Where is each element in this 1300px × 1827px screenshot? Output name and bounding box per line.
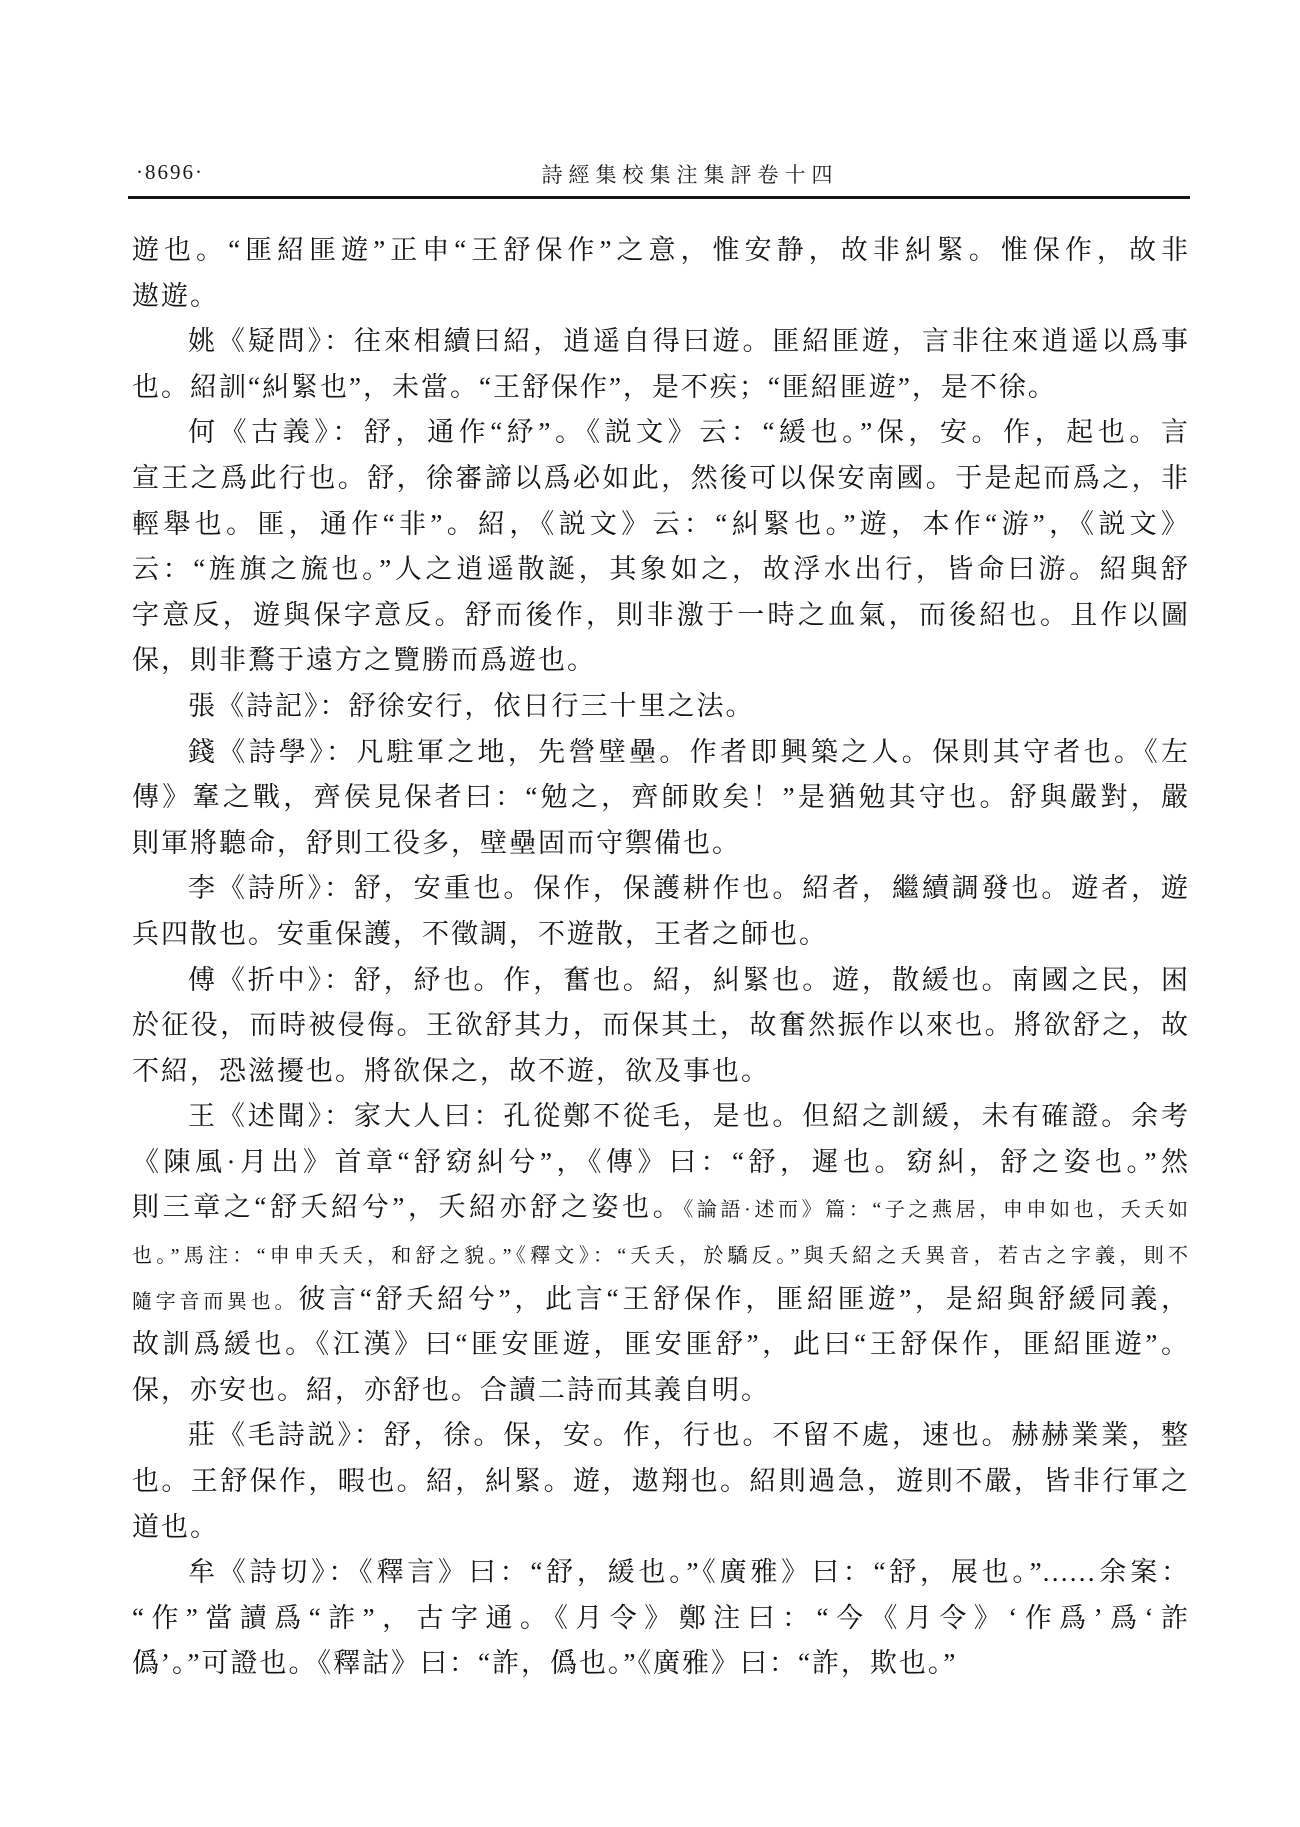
text-segment: 《論語·述而》篇：“子之燕居，申申如也，夭夭如 — [683, 1199, 1189, 1222]
text-segment: 字意反，遊與保字意反。舒而後作，則非激于一時之血氣，而後紹也。且作以圖 — [132, 599, 1188, 630]
text-segment: 傳》鞌之戰，齊侯見保者曰：“勉之，齊師敗矣！”是猶勉其守也。舒與嚴對，嚴 — [132, 782, 1188, 813]
text-line — [132, 1049, 1188, 1095]
text-segment: 《陳風·月出》首章“舒窈糾兮”，《傳》曰：“舒，遲也。窈糾，舒之姿也。”然 — [132, 1146, 1188, 1177]
text-segment: 保，亦安也。紹，亦舒也。合讀二詩而其義自明。 — [132, 1374, 770, 1405]
text-segment: 遨遊。 — [132, 280, 219, 311]
text-line — [132, 684, 1188, 730]
text-line — [132, 821, 1188, 867]
text-segment: 也。”馬注：“申申夭夭，和舒之貌。”《釋文》：“夭夭，於驕反。”與夭紹之夭異音，若古之字義，則不 — [132, 1245, 1188, 1268]
text-line — [132, 1140, 1188, 1186]
text-line — [132, 456, 1188, 502]
text-line — [132, 502, 1188, 548]
text-line — [132, 547, 1188, 593]
text-line — [132, 1505, 1188, 1551]
text-line — [132, 1277, 1188, 1323]
text-segment: 王《述聞》：家大人曰：孔從鄭不從毛，是也。但紹之訓緩，未有確證。余考 — [188, 1101, 1188, 1132]
text-line — [132, 1550, 1188, 1596]
text-line — [132, 958, 1188, 1004]
text-segment: 張《詩記》：舒徐安行，依日行三十里之法。 — [188, 690, 755, 721]
text-line — [132, 1641, 1188, 1687]
text-line — [132, 1413, 1188, 1459]
running-title: 詩經集校集注集評卷十四 — [541, 163, 839, 187]
text-segment: “作”當讀爲“詐”，古字通。《月令》鄭注曰：“今《月令》‘作爲’爲‘詐 — [132, 1602, 1188, 1633]
text-segment: 輕舉也。匪，通作“非”。紹，《説文》云：“糾緊也。”遊，本作“游”，《説文》 — [132, 508, 1188, 539]
text-segment: 也。紹訓“糾緊也”，未當。“王舒保作”，是不疾；“匪紹匪遊”，是不徐。 — [132, 371, 1057, 402]
text-segment: 云：“旌旗之旒也。”人之逍遥散誕，其象如之，故浮水出行，皆命曰游。紹與舒 — [132, 554, 1188, 585]
text-segment: 於征役，而時被侵侮。王欲舒其力，而保其土，故奮然振作以來也。將欲舒之，故 — [132, 1010, 1188, 1041]
text-line — [132, 1368, 1188, 1414]
text-segment: 遊也。“匪紹匪遊”正申“王舒保作”之意，惟安静，故非糾緊。惟保作，故非 — [132, 235, 1188, 265]
text-segment: 僞’。”可證也。《釋詁》曰：“詐，僞也。”《廣雅》曰：“詐，欺也。” — [132, 1648, 958, 1679]
text-line — [132, 775, 1188, 821]
text-line — [132, 866, 1188, 912]
text-line — [132, 1094, 1188, 1140]
text-line — [132, 1003, 1188, 1049]
text-segment: 則軍將聽命，舒則工役多，壁壘固而守禦備也。 — [132, 827, 741, 858]
text-line — [132, 274, 1188, 320]
text-segment: 李《詩所》：舒，安重也。保作，保護耕作也。紹者，繼續調發也。遊者，遊 — [188, 873, 1188, 904]
text-line — [132, 1231, 1188, 1277]
text-line — [132, 638, 1188, 684]
text-segment: 傅《折中》：舒，紓也。作，奮也。紹，糾緊也。遊，散緩也。南國之民，困 — [188, 964, 1188, 995]
text-segment: 也。王舒保作，暇也。紹，糾緊。遊，遨翔也。紹則過急，遊則不嚴，皆非行軍之 — [132, 1466, 1188, 1497]
text-line — [132, 730, 1188, 776]
text-segment: 則三章之“舒夭紹兮”，夭紹亦舒之姿也。 — [132, 1192, 684, 1223]
header-rule — [128, 196, 1190, 199]
text-segment: 故訓爲緩也。《江漢》曰“匪安匪遊，匪安匪舒”，此曰“王舒保作，匪紹匪遊”。 — [132, 1329, 1188, 1360]
text-line — [132, 912, 1188, 958]
text-segment: 宣王之爲此行也。舒，徐審諦以爲必如此，然後可以保安南國。于是起而爲之，非 — [132, 462, 1188, 493]
text-segment: 姚《疑問》：往來相續曰紹，逍遥自得曰遊。匪紹匪遊，言非往來逍遥以爲事 — [188, 326, 1188, 357]
text-segment: 隨字音而異也。 — [132, 1290, 299, 1313]
text-segment: 道也。 — [132, 1511, 219, 1542]
text-line — [132, 593, 1188, 639]
text-segment: 錢《詩學》：凡駐軍之地，先營壁壘。作者即興築之人。保則其守者也。《左 — [188, 736, 1188, 767]
text-segment: 何《古義》：舒，通作“紓”。《説文》云：“緩也。”保，安。作，起也。言 — [188, 417, 1188, 448]
text-line — [132, 1596, 1188, 1642]
text-segment: 莊《毛詩説》：舒，徐。保，安。作，行也。不留不處，速也。赫赫業業，整 — [188, 1420, 1188, 1451]
text-segment: 不紹，恐滋擾也。將欲保之，故不遊，欲及事也。 — [132, 1055, 770, 1086]
text-segment: 牟《詩切》：《釋言》曰：“舒，緩也。”《廣雅》曰：“舒，展也。”……余案： — [188, 1557, 1188, 1588]
page-body-text — [132, 228, 1188, 1687]
text-line — [132, 228, 1188, 274]
page-number: ·8696· — [136, 160, 204, 184]
text-line — [132, 410, 1188, 456]
text-line — [132, 319, 1188, 365]
text-line — [132, 1459, 1188, 1505]
text-line — [132, 1322, 1188, 1368]
text-line — [132, 365, 1188, 411]
text-segment: 彼言“舒夭紹兮”，此言“王舒保作，匪紹匪遊”，是紹與舒緩同義， — [298, 1283, 1189, 1314]
text-segment: 保，則非鶩于遠方之覽勝而爲遊也。 — [132, 645, 596, 676]
text-segment: 兵四散也。安重保護，不徵調，不遊散，王者之師也。 — [132, 918, 828, 949]
text-line — [132, 1185, 1188, 1231]
